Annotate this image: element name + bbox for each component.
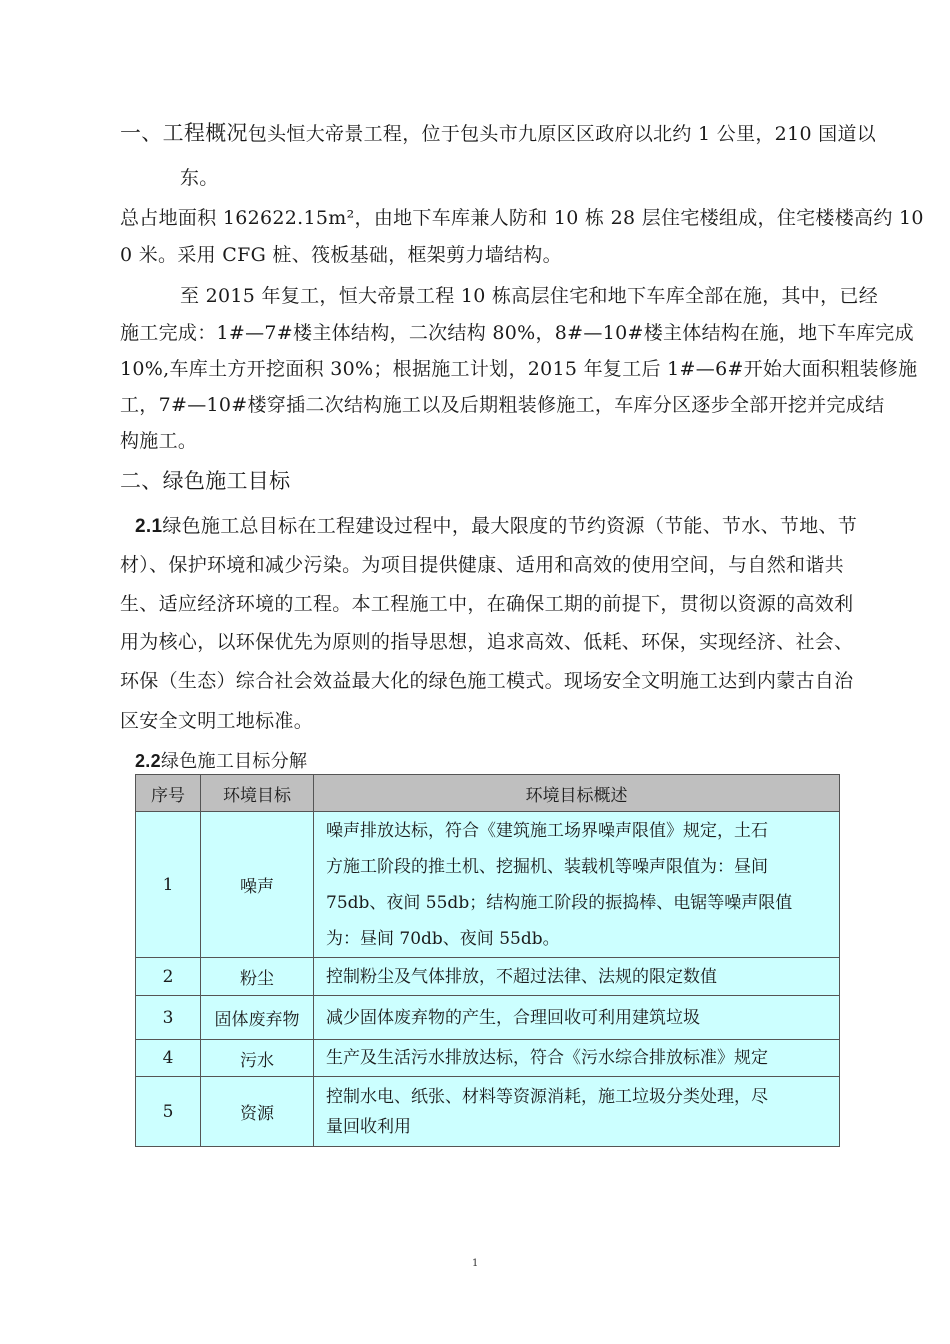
row-no: 2 — [136, 958, 201, 996]
para2-line: 施工完成：1#—7#楼主体结构，二次结构 80%，8#—10#楼主体结构在施，地下车库完成 — [120, 322, 914, 344]
para2-line: 构施工。 — [120, 430, 198, 452]
table-row — [136, 1040, 840, 1077]
sub1-number: 2.1 — [135, 516, 163, 537]
row-target: 固体废弃物 — [201, 996, 314, 1040]
table-header-row — [136, 775, 840, 812]
row-no: 4 — [136, 1040, 201, 1077]
desc-line: 量回收利用 — [326, 1116, 411, 1137]
header-no: 序号 — [136, 775, 201, 812]
table-row — [136, 996, 840, 1040]
sub1-line: 用为核心，以环保优先为原则的指导思想，追求高效、低耗、环保，实现经济、社会、 — [120, 631, 854, 653]
section2-heading: 二、绿色施工目标 — [120, 469, 291, 493]
row-desc — [314, 958, 840, 996]
section1-heading: 一、工程概况 — [120, 121, 248, 145]
row-desc — [314, 1040, 840, 1077]
row-target: 资源 — [201, 1077, 314, 1147]
row-target: 噪声 — [201, 812, 314, 958]
header-target: 环境目标 — [201, 775, 314, 812]
sub1-line: 材）、保护环境和减少污染。为项目提供健康、适用和高效的使用空间，与自然和谐共 — [120, 554, 844, 576]
row-target: 粉尘 — [201, 958, 314, 996]
sub1-line: 区安全文明工地标准。 — [120, 710, 314, 732]
para2-line: 工，7#—10#楼穿插二次结构施工以及后期粗装修施工，车库分区逐步全部开挖并完成结 — [120, 394, 885, 416]
row-desc — [314, 812, 840, 958]
row-desc — [314, 996, 840, 1040]
table-row — [136, 1077, 840, 1147]
section1-line1 — [120, 117, 876, 147]
section1-line1-text: 包头恒大帝景工程，位于包头市九原区区政府以北约 1 公里，210 国道以 — [247, 123, 877, 145]
goals-table — [135, 774, 840, 1147]
desc-line: 控制水电、纸张、材料等资源消耗，施工垃圾分类处理，尽 — [326, 1086, 768, 1107]
page-number: 1 — [472, 1258, 479, 1269]
row-target: 污水 — [201, 1040, 314, 1077]
row-no: 1 — [136, 812, 201, 958]
desc-line: 减少固体废弃物的产生，合理回收可利用建筑垃圾 — [326, 1007, 700, 1028]
section1-line4: 0 米。采用 CFG 桩、筏板基础，框架剪力墙结构。 — [120, 244, 562, 266]
sub1-line: 生、适应经济环境的工程。本工程施工中，在确保工期的前提下，贯彻以资源的高效利 — [120, 593, 854, 615]
para2-line: 10%,车库土方开挖面积 30%；根据施工计划，2015 年复工后 1#—6#开始大面积粗装修施 — [120, 358, 918, 380]
header-desc: 环境目标概述 — [314, 775, 840, 812]
row-desc — [314, 1077, 840, 1147]
section1-line3: 总占地面积 162622.15m²，由地下车库兼人防和 10 栋 28 层住宅楼组成，住宅楼楼高约 10 — [120, 207, 924, 229]
table-row — [136, 958, 840, 996]
desc-line: 75db、夜间 55db；结构施工阶段的振捣棒、电锯等噪声限值 — [326, 892, 793, 913]
desc-line: 方施工阶段的推土机、挖掘机、装载机等噪声限值为：昼间 — [326, 856, 768, 877]
para2-line: 至 2015 年复工，恒大帝景工程 10 栋高层住宅和地下车库全部在施，其中，已经 — [180, 285, 878, 307]
desc-line: 生产及生活污水排放达标，符合《污水综合排放标准》规定 — [326, 1048, 768, 1068]
desc-line: 控制粉尘及气体排放，不超过法律、法规的限定数值 — [326, 966, 717, 987]
table-row — [136, 812, 840, 958]
sub1-text: 绿色施工总目标在工程建设过程中，最大限度的节约资源（节能、节水、节地、节 — [162, 515, 858, 537]
row-no: 5 — [136, 1077, 201, 1147]
sub2-title: 绿色施工目标分解 — [160, 751, 308, 772]
sub2-number: 2.2 — [135, 751, 161, 771]
sub1-line — [135, 511, 857, 538]
row-no: 3 — [136, 996, 201, 1040]
section1-line2: 东。 — [180, 167, 219, 189]
desc-line: 噪声排放达标，符合《建筑施工场界噪声限值》规定，土石 — [326, 820, 768, 841]
sub1-line: 环保（生态）综合社会效益最大化的绿色施工模式。现场安全文明施工达到内蒙古自治 — [120, 670, 854, 692]
sub2-heading — [135, 747, 307, 773]
desc-line: 为：昼间 70db、夜间 55db。 — [326, 928, 560, 949]
